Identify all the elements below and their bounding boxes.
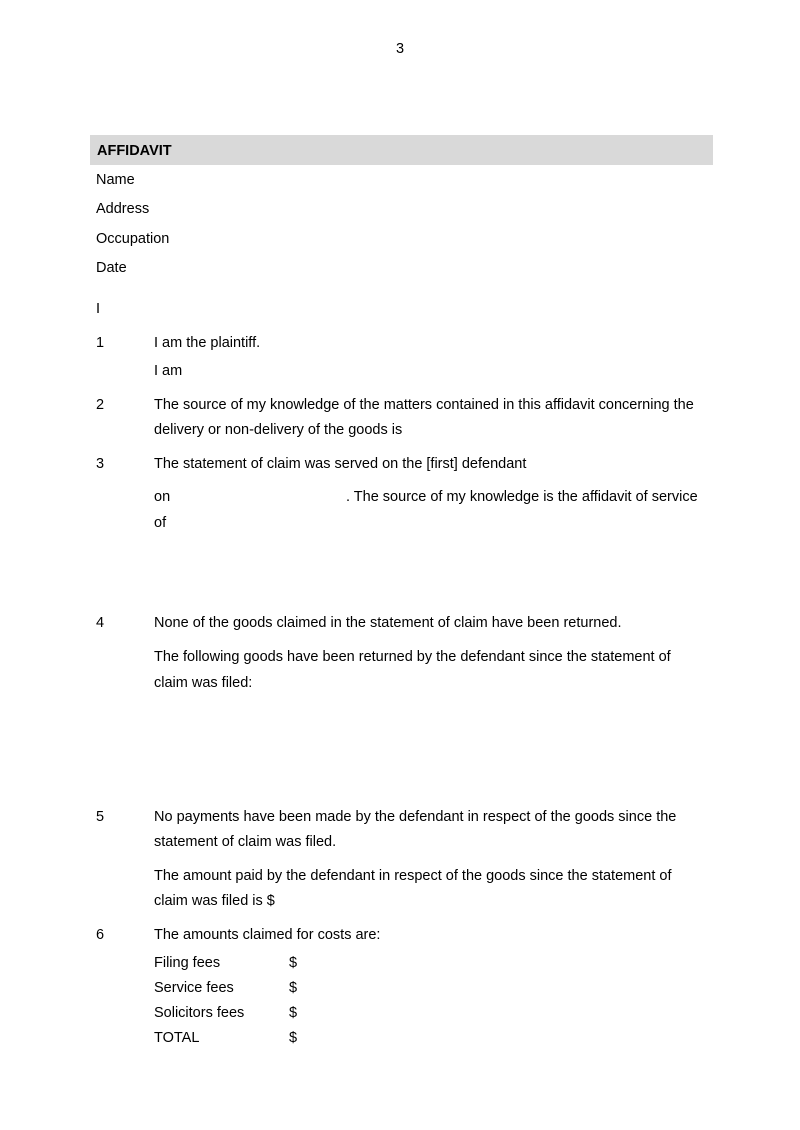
paragraph-number: 6 bbox=[96, 927, 105, 943]
paragraph-text: of bbox=[154, 515, 167, 531]
paragraph-text: The statement of claim was served on the [first] defendant bbox=[154, 456, 527, 472]
paragraph-number: 4 bbox=[96, 615, 105, 631]
paragraph-text: No payments have been made by the defendant in respect of the goods since the bbox=[154, 809, 677, 825]
cost-label: Service fees bbox=[154, 980, 234, 996]
cost-value: $ bbox=[289, 955, 298, 971]
paragraph-number: 1 bbox=[96, 335, 105, 351]
cost-label: Solicitors fees bbox=[154, 1005, 245, 1021]
paragraph-text: on bbox=[154, 489, 171, 505]
paragraph-text: I am bbox=[154, 363, 183, 379]
page-number: 3 bbox=[395, 41, 405, 57]
field-address-label: Address bbox=[96, 201, 150, 217]
paragraph-text: The amounts claimed for costs are: bbox=[154, 927, 381, 943]
paragraph-text: None of the goods claimed in the statement of claim have been returned. bbox=[154, 615, 622, 631]
paragraph-number: 5 bbox=[96, 809, 105, 825]
field-occupation-label: Occupation bbox=[96, 231, 170, 247]
paragraph-text: statement of claim was filed. bbox=[154, 834, 337, 850]
cost-value: $ bbox=[289, 980, 298, 996]
paragraph-text: The source of my knowledge of the matters contained in this affidavit concerning the bbox=[154, 397, 694, 413]
cost-label: Filing fees bbox=[154, 955, 221, 971]
paragraph-text: claim was filed: bbox=[154, 675, 253, 691]
field-date-label: Date bbox=[96, 260, 127, 276]
paragraph-text: I am the plaintiff. bbox=[154, 335, 261, 351]
paragraph-text: claim was filed is $ bbox=[154, 893, 275, 909]
paragraph-number: 2 bbox=[96, 397, 105, 413]
field-name-label: Name bbox=[96, 172, 135, 188]
paragraph-text: delivery or non-delivery of the goods is bbox=[154, 422, 403, 438]
paragraph-text: The amount paid by the defendant in respect of the goods since the statement of bbox=[154, 868, 672, 884]
cost-value: $ bbox=[289, 1005, 298, 1021]
paragraph-number: 3 bbox=[96, 456, 105, 472]
cost-label: TOTAL bbox=[154, 1030, 200, 1046]
paragraph-text: The following goods have been returned by the defendant since the statement of bbox=[154, 649, 671, 665]
section-header bbox=[90, 135, 713, 165]
cost-value: $ bbox=[289, 1030, 298, 1046]
paragraph-text: . The source of my knowledge is the affidavit of service bbox=[346, 489, 698, 505]
intro-text: I bbox=[96, 301, 101, 317]
section-title: AFFIDAVIT bbox=[97, 143, 172, 159]
